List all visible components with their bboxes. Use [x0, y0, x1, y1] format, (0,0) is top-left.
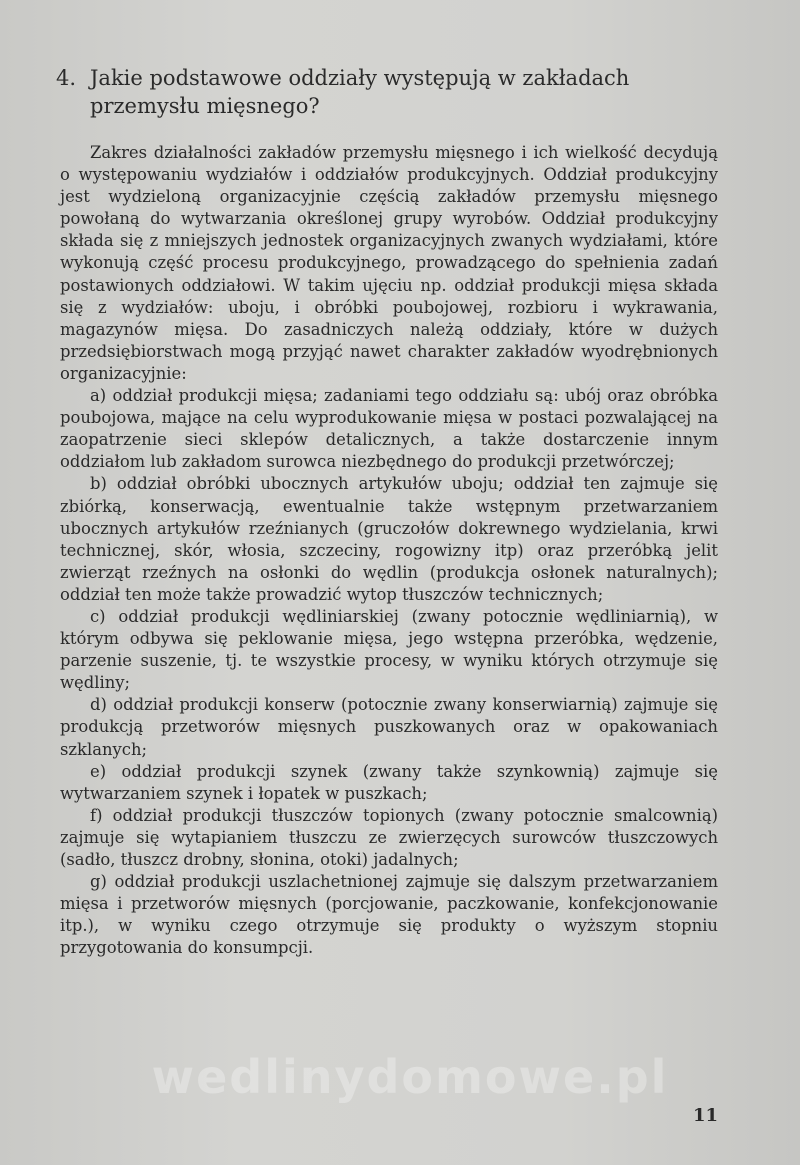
list-item-b: b) oddział obróbki ubocznych artykułów uboju; oddział ten zajmuje się zbiórką, konserwacją, ewentualnie także wstępnym przetwarzaniem ubocznych artykułów rzeźnianych (gruczołów dokrewnego wydzielania, krwi technicznej, skór, włosia, szczeciny, rogowizny itp) oraz przeróbką jelit zwierząt rzeźnych na osłonki do wędlin (produkcja osłonek naturalnych); oddział ten może także prowadzić wytop tłuszczów technicznych;	[60, 474, 718, 604]
list-item-g: g) oddział produkcji uszlachetnionej zajmuje się dalszym przetwarzaniem mięsa i przetworów mięsnych (porcjowanie, paczkowanie, konfekcjonowanie itp.), w wyniku czego otrzymuje się produkty o wyższym stopniu przygotowania do konsumpcji.	[60, 872, 718, 958]
list-item-f: f) oddział produkcji tłuszczów topionych (zwany potocznie smalcownią) zajmuje się wytapianiem tłuszczu ze zwierzęcych surowców tłuszczowych (sadło, tłuszcz drobny, słonina, otoki) jadalnych;	[60, 805, 718, 869]
list-item-a: a) oddział produkcji mięsa; zadaniami tego oddziału są: ubój oraz obróbka poubojowa, mające na celu wyprodukowanie mięsa w postaci pozwalającej na zaopatrzenie sieci sklepów detalicznych, a także dostarczenie innym oddziałom lub zakładom surowca niezbędnego do produkcji przetwórczej;	[60, 386, 718, 472]
list-item-c: c) oddział produkcji wędliniarskiej (zwany potocznie wędliniarnią), w którym odbywa się peklowanie mięsa, jego wstępna przeróbka, wędzenie, parzenie suszenie, tj. te wszystkie procesy, w wyniku których otrzymuje się wędliny;	[60, 606, 718, 693]
question-title: Jakie podstawowe oddziały występują w zakładach przemysłu mięsnego?	[90, 66, 630, 118]
list-item-d: d) oddział produkcji konserw (potocznie zwany konserwiarnią) zajmuje się produkcją przetworów mięsnych puszkowanych oraz w opakowaniach szklanych;	[60, 695, 718, 759]
body-text	[60, 142, 718, 959]
intro-paragraph: Zakres działalności zakładów przemysłu mięsnego i ich wielkość decydują o występowaniu wydziałów i oddziałów produkcyjnych. Oddział produkcyjny jest wydzieloną organizacyjnie częścią zakładów przemysłu mięsnego powołaną do wytwarzania określonej grupy wyrobów. Oddział produkcyjny składa się z mniejszych jednostek organizacyjnych zwanych wydziałami, które wykonują część procesu produkcyjnego, prowadzącego do spełnienia zadań postawionych oddziałowi. W takim ujęciu np. oddział produkcji mięsa składa się z wydziałów: uboju, i obróbki poubojowej, rozbioru i wykrawania, magazynów mięsa. Do zasadniczych należą oddziały, które w dużych przedsiębiorstwach mogą przyjąć nawet charakter zakładów wyodrębnionych organizacyjnie:	[60, 143, 718, 383]
watermark: wedlinydomowe.pl	[151, 1050, 669, 1104]
question-heading	[56, 64, 736, 120]
page-number: 11	[692, 1105, 718, 1126]
question-number: 4.	[56, 66, 77, 90]
list-item-e: e) oddział produkcji szynek (zwany także szynkownią) zajmuje się wytwarzaniem szynek i łopatek w puszkach;	[60, 761, 718, 803]
